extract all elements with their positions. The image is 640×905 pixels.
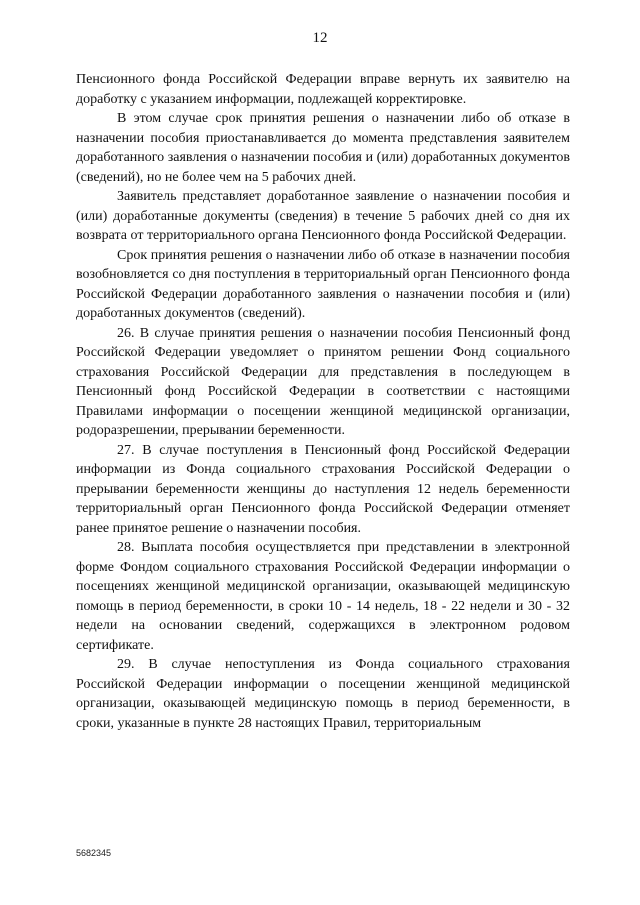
document-body: [76, 70, 570, 733]
paragraph: Заявитель представляет доработанное заявление о назначении пособия и (или) доработанные документы (сведения) в течение 5 рабочих дней со дня их возврата от территориального органа Пенсионного фонда Российской Федерации.: [76, 189, 570, 243]
paragraph-item-28: 28. Выплата пособия осуществляется при представлении в электронной форме Фондом социального страхования Российской Федерации информации о посещениях женщиной медицинской организации, оказывающей медицинскую помощь в период беременности, в сроки 10 - 14 недель, 18 - 22 недели и 30 - 32 недели на основании сведений, содержащихся в электронном родовом сертификате.: [76, 540, 570, 653]
paragraph-continuation: Пенсионного фонда Российской Федерации вправе вернуть их заявителю на доработку с указанием информации, подлежащей корректировке.: [76, 72, 570, 107]
page-number: 12: [312, 30, 328, 46]
paragraph: Срок принятия решения о назначении либо об отказе в назначении пособия возобновляется со дня поступления в территориальный орган Пенсионного фонда Российской Федерации доработанного заявления о назначении пособия и (или) доработанных документов (сведений).: [76, 247, 570, 321]
paragraph: В этом случае срок принятия решения о назначении либо об отказе в назначении пособия приостанавливается до момента представления заявителем доработанного заявления о назначении пособия и (или) доработанных документов (сведений), но не более чем на 5 рабочих дней.: [76, 111, 570, 185]
document-code: 5682345: [76, 848, 112, 858]
paragraph-item-26: 26. В случае принятия решения о назначении пособия Пенсионный фонд Российской Федерации уведомляет о принятом решении Фонд социального страхования Российской Федерации для представления в последующем в Пенсионный фонд Российской Федерации в соответствии с настоящими Правилами информации о посещении женщиной медицинской организации, родоразрешении, прерывании беременности.: [76, 325, 570, 438]
paragraph-item-27: 27. В случае поступления в Пенсионный фонд Российской Федерации информации из Фонда социального страхования Российской Федерации о прерывании беременности женщины до наступления 12 недель беременности территориальный орган Пенсионного фонда Российской Федерации отменяет ранее принятое решение о назначении пособия.: [76, 442, 570, 536]
paragraph-item-29: 29. В случае непоступления из Фонда социального страхования Российской Федерации информации о посещении женщиной медицинской организации, оказывающей медицинскую помощь в период беременности, в сроки, указанные в пункте 28 настоящих Правил, территориальным: [76, 657, 570, 731]
